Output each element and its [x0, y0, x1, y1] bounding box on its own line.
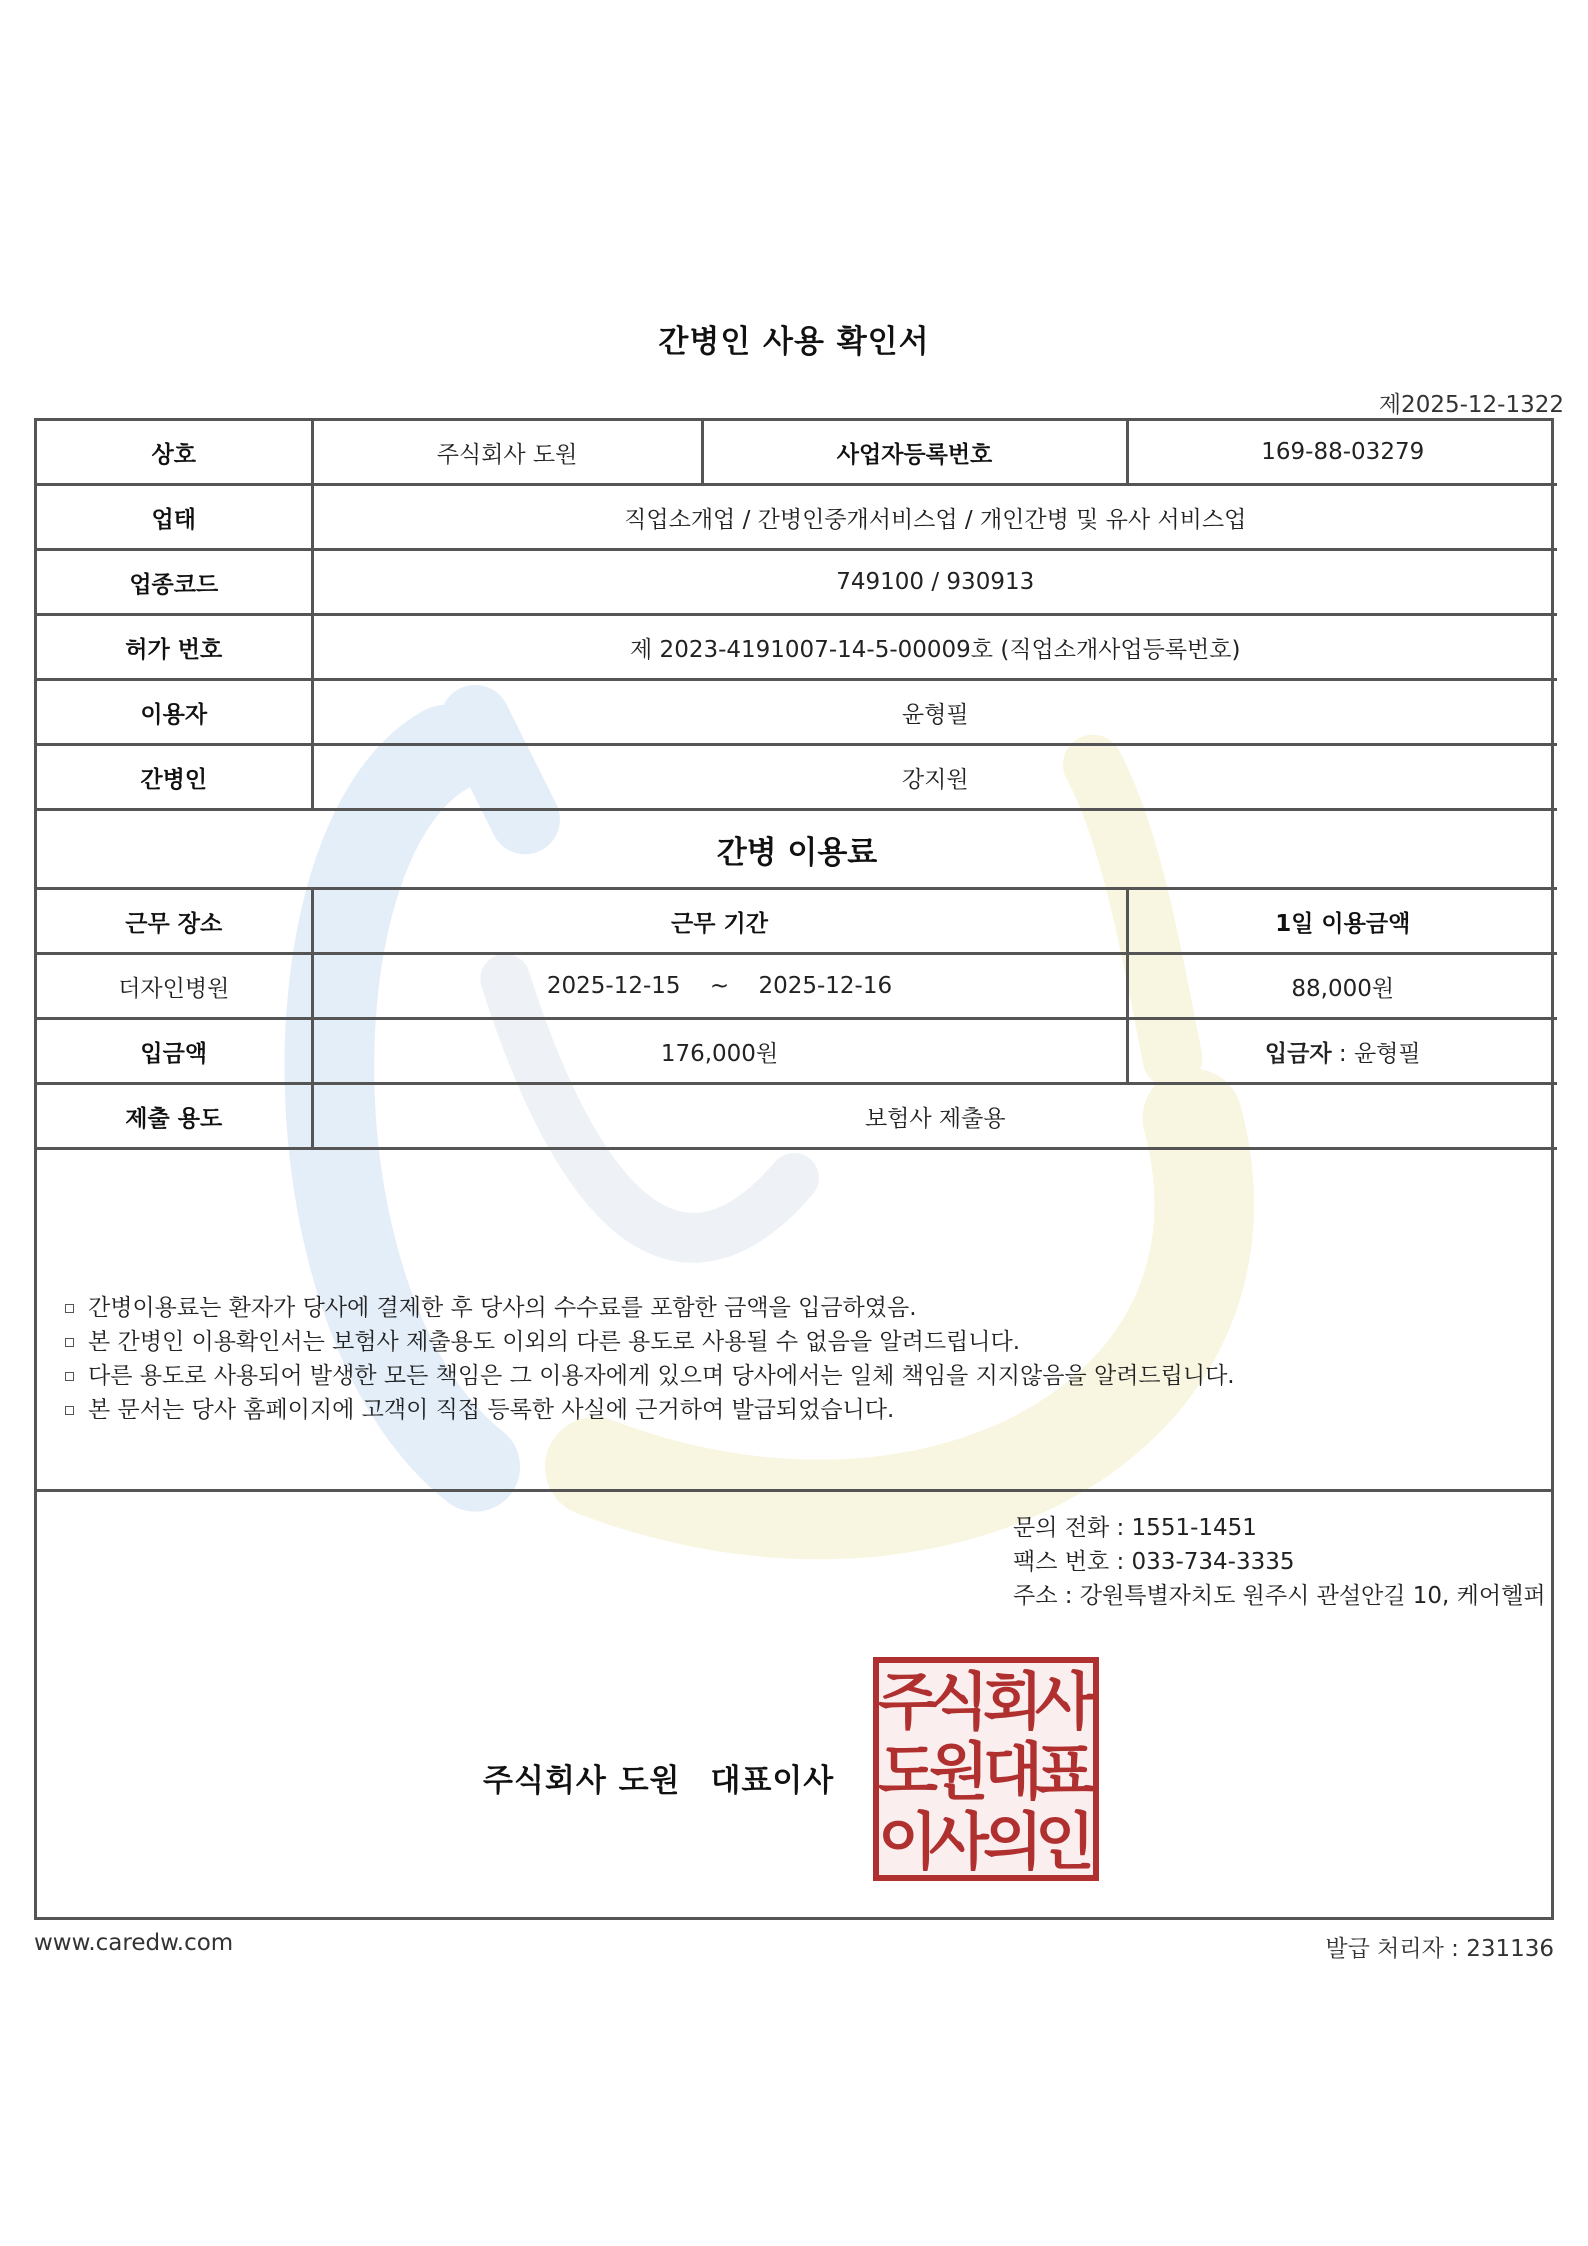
document-number: 제2025-12-1322: [1378, 392, 1564, 418]
place-label: 근무 장소: [37, 889, 312, 954]
svg-text:식: 식: [929, 1665, 989, 1738]
period-separator: ~: [709, 973, 730, 999]
website-link[interactable]: www.caredw.com: [34, 1930, 234, 1956]
fee-section-title: 간병 이용료: [37, 810, 1557, 889]
issuer-info: 발급 처리자 : 231136: [1325, 1936, 1554, 1962]
place-value: 더자인병원: [37, 954, 312, 1019]
purpose-value: 보험사 제출용: [312, 1084, 1557, 1149]
depositor-value: 윤형필: [1353, 1040, 1421, 1067]
bizno-value: 169-88-03279: [1127, 421, 1557, 485]
license-value: 제 2023-4191007-14-5-00009호 (직업소개사업등록번호): [312, 615, 1557, 680]
table-row: [37, 810, 1557, 889]
business-type-label: 업태: [37, 485, 312, 550]
depositor-cell: [1127, 1019, 1557, 1084]
contact-address: 주소 : 강원특별자치도 원주시 관설안길 10, 케어헬퍼: [1013, 1583, 1546, 1609]
contact-block: [1013, 1511, 1546, 1613]
signature-company: 주식회사 도원: [483, 1763, 681, 1799]
svg-text:의: 의: [983, 1805, 1043, 1878]
depositor-separator: :: [1331, 1040, 1354, 1067]
period-value: [312, 954, 1127, 1019]
certificate-frame: [34, 418, 1554, 1920]
industry-code-value: 749100 / 930913: [312, 550, 1557, 615]
table-row: [37, 745, 1557, 810]
daily-value: 88,000원: [1127, 954, 1557, 1019]
list-item: [61, 1393, 1235, 1427]
svg-text:주: 주: [878, 1665, 938, 1738]
svg-text:이: 이: [878, 1805, 938, 1878]
period-start: 2025-12-15: [546, 973, 681, 999]
svg-text:원: 원: [929, 1735, 989, 1808]
deposit-value: 176,000원: [312, 1019, 1127, 1084]
daily-label: 1일 이용금액: [1127, 889, 1557, 954]
table-row: [37, 615, 1557, 680]
svg-text:대: 대: [983, 1735, 1043, 1808]
svg-text:사: 사: [1035, 1665, 1095, 1738]
table-row: [37, 680, 1557, 745]
license-label: 허가 번호: [37, 615, 312, 680]
svg-text:회: 회: [983, 1665, 1043, 1738]
notes-list: [61, 1291, 1235, 1427]
company-value: 주식회사 도원: [312, 421, 702, 485]
contact-fax: 팩스 번호 : 033-734-3335: [1013, 1549, 1295, 1575]
caregiver-value: 강지원: [312, 745, 1557, 810]
svg-text:인: 인: [1035, 1805, 1095, 1878]
table-row: [37, 485, 1557, 550]
square-bullet-icon: [65, 1304, 74, 1313]
period-label: 근무 기간: [312, 889, 1127, 954]
contact-phone: 문의 전화 : 1551-1451: [1013, 1515, 1257, 1541]
deposit-label: 입금액: [37, 1019, 312, 1084]
list-item: [61, 1291, 1235, 1325]
depositor-label: 입금자: [1264, 1040, 1332, 1067]
company-seal-stamp: [873, 1657, 1099, 1881]
list-item: [61, 1325, 1235, 1359]
list-item: [61, 1359, 1235, 1393]
table-row: [37, 1084, 1557, 1149]
user-value: 윤형필: [312, 680, 1557, 745]
business-type-value: 직업소개업 / 간병인중개서비스업 / 개인간병 및 유사 서비스업: [312, 485, 1557, 550]
signature-role: 대표이사: [710, 1763, 835, 1799]
square-bullet-icon: [65, 1406, 74, 1415]
square-bullet-icon: [65, 1338, 74, 1347]
note-text: 간병이용료는 환자가 당사에 결제한 후 당사의 수수료를 포함한 금액을 입금하였음.: [88, 1295, 917, 1321]
note-text: 다른 용도로 사용되어 발생한 모든 책임은 그 이용자에게 있으며 당사에서는 일체 책임을 지지않음을 알려드립니다.: [88, 1363, 1235, 1389]
note-text: 본 문서는 당사 홈페이지에 고객이 직접 등록한 사실에 근거하여 발급되었습니다.: [88, 1397, 895, 1423]
bizno-label: 사업자등록번호: [702, 421, 1127, 485]
table-row: [37, 421, 1557, 485]
table-row: [37, 550, 1557, 615]
square-bullet-icon: [65, 1372, 74, 1381]
table-row: [37, 1019, 1557, 1084]
caregiver-label: 간병인: [37, 745, 312, 810]
svg-text:사: 사: [929, 1805, 989, 1878]
info-table: [37, 421, 1557, 1150]
table-row: [37, 954, 1557, 1019]
period-end: 2025-12-16: [758, 973, 893, 999]
document-title: 간병인 사용 확인서: [658, 324, 930, 360]
svg-text:표: 표: [1035, 1735, 1095, 1808]
signature-line: [483, 1755, 834, 1800]
table-row: [37, 889, 1557, 954]
user-label: 이용자: [37, 680, 312, 745]
purpose-label: 제출 용도: [37, 1084, 312, 1149]
svg-text:도: 도: [878, 1735, 938, 1808]
company-label: 상호: [37, 421, 312, 485]
section-divider: [37, 1489, 1551, 1492]
industry-code-label: 업종코드: [37, 550, 312, 615]
note-text: 본 간병인 이용확인서는 보험사 제출용도 이외의 다른 용도로 사용될 수 없음을 알려드립니다.: [88, 1329, 1021, 1355]
